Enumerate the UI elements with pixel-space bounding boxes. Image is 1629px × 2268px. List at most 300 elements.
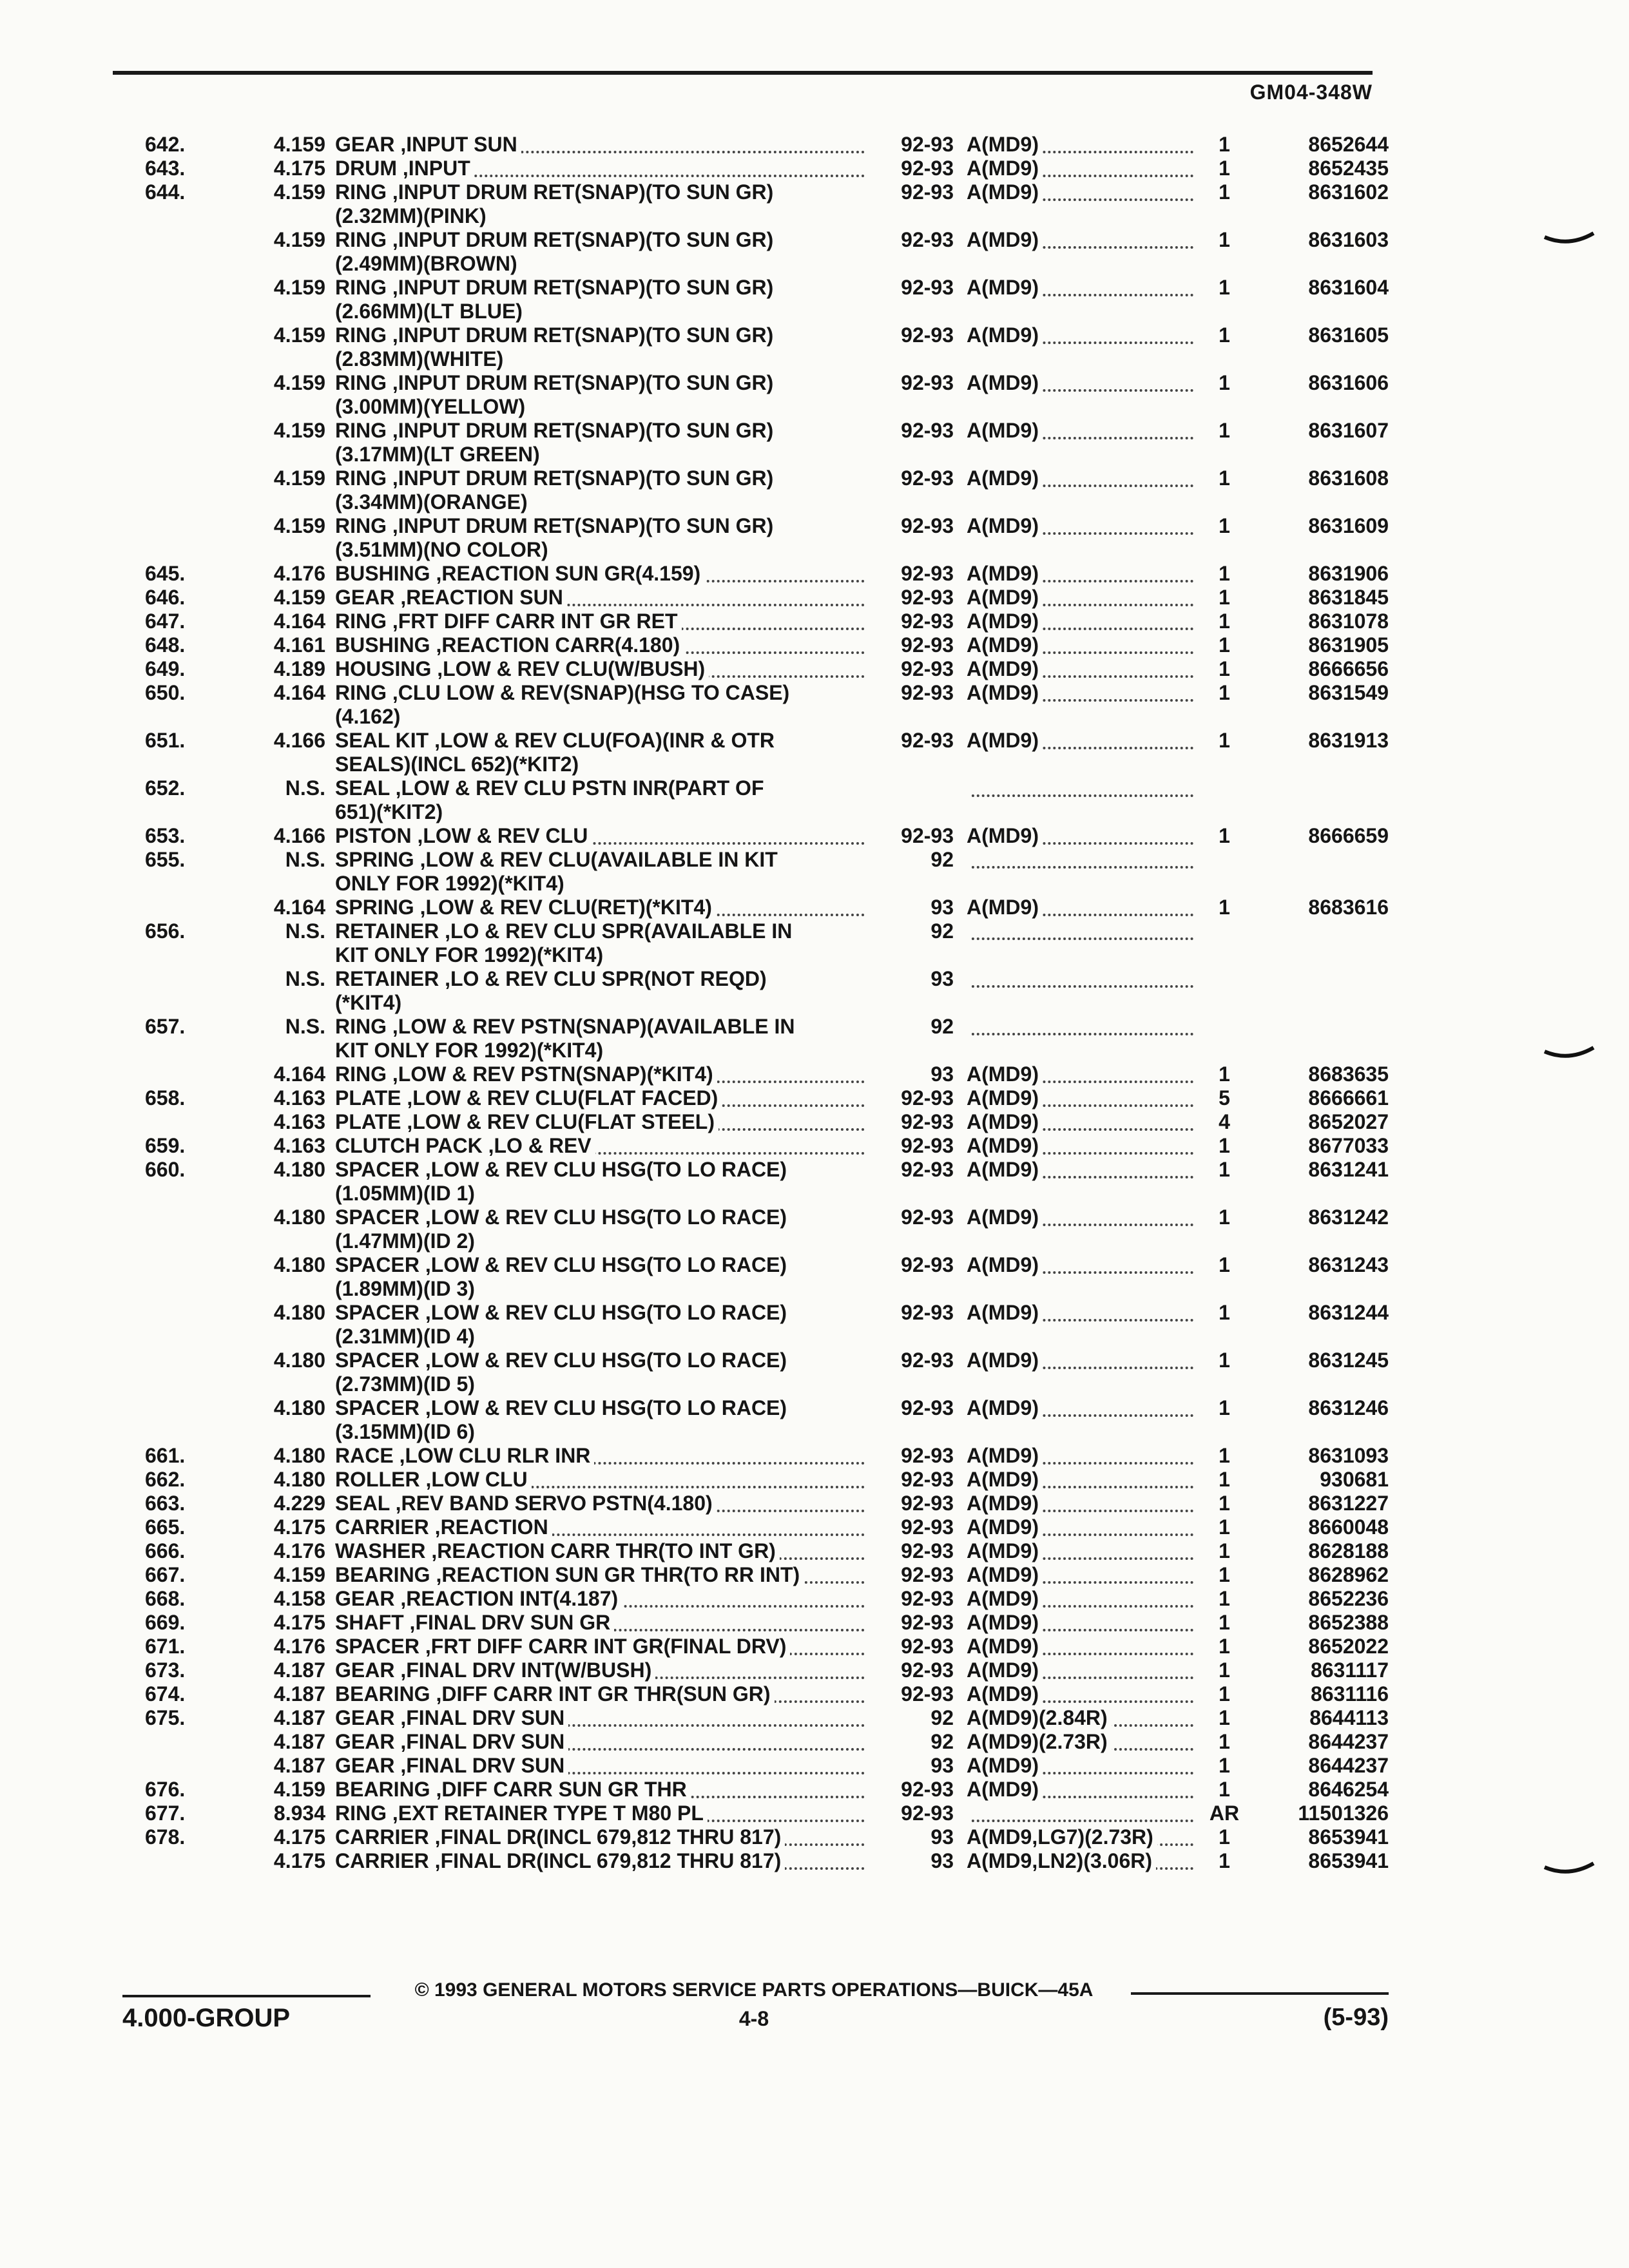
quantity: 1 [1219,133,1230,156]
model-usage-text: A(MD9) [967,1086,1043,1110]
model-usage [967,967,1199,991]
description-text: SPRING ,LOW & REV CLU(RET)(*KIT4) [335,896,716,919]
model-usage [967,1206,1199,1229]
group-number: 4.229 [273,1492,325,1515]
dot-leader [967,1820,1193,1822]
model-usage-text: A(MD9) [967,419,1043,442]
model-usage [967,1396,1199,1420]
description [335,1802,870,1825]
table-row [0,1134,1629,1158]
description [335,1730,870,1754]
quantity: 1 [1219,896,1230,919]
description-continuation: KIT ONLY FOR 1992)(*KIT4) [335,1039,604,1062]
description-text: SEAL ,REV BAND SERVO PSTN(4.180) [335,1492,717,1515]
model-usage-text: A(MD9) [967,633,1043,657]
model-usage [967,1515,1199,1539]
description-text: GEAR ,REACTION SUN [335,586,567,609]
ref-number: 677. [145,1802,186,1825]
model-usage-text: A(MD9) [967,1754,1043,1777]
model-usage-text: A(MD9) [967,1778,1043,1801]
group-number: 4.161 [273,633,325,657]
table-row [0,1611,1629,1635]
model-usage-text [967,1802,970,1825]
part-number: 8666656 [1308,657,1389,680]
quantity: 1 [1219,1396,1230,1419]
model-usage-text: A(MD9) [967,1301,1043,1324]
description [335,1468,870,1492]
part-number: 8631906 [1308,562,1389,585]
model-usage-text: A(MD9) [967,1563,1043,1586]
model-years: 92-93 [901,1110,954,1133]
description-continuation: (2.73MM)(ID 5) [335,1372,475,1396]
description-text: SPACER ,FRT DIFF CARR INT GR(FINAL DRV) [335,1635,790,1658]
ref-number: 652. [145,776,186,800]
ref-number: 645. [145,562,186,585]
ref-number: 666. [145,1539,186,1562]
table-row [0,1563,1629,1587]
quantity: 1 [1219,1253,1230,1276]
model-usage-text: A(MD9) [967,729,1043,752]
quantity: 4 [1219,1110,1230,1133]
footer-rule-right [1131,1992,1389,1995]
model-usage [967,1539,1199,1563]
table-row [0,1515,1629,1539]
description-text: RING ,INPUT DRUM RET(SNAP)(TO SUN GR) [335,371,777,394]
group-number: 4.159 [273,323,325,347]
part-number: 8677033 [1308,1134,1389,1157]
group-number: N.S. [285,848,325,871]
part-number: 8631609 [1308,514,1389,537]
description-text: BUSHING ,REACTION SUN GR(4.159) [335,562,704,585]
model-usage [967,1706,1199,1730]
model-usage-text: A(MD9) [967,824,1043,847]
footer-rule-left [122,1995,371,1997]
description [335,1849,870,1873]
model-usage-text: A(MD9) [967,1062,1043,1086]
model-usage-text: A(MD9) [967,1611,1043,1634]
part-number: 8631602 [1308,180,1389,204]
table-row [0,633,1629,657]
model-years: 92-93 [901,657,954,680]
model-usage [967,824,1199,848]
group-number: 4.180 [273,1468,325,1491]
quantity: 1 [1219,681,1230,704]
quantity: 1 [1219,1206,1230,1229]
ref-number: 661. [145,1444,186,1467]
model-usage-text: A(MD9) [967,1658,1043,1682]
description-text: GEAR ,INPUT SUN [335,133,521,156]
group-number: 4.159 [273,1563,325,1586]
dot-leader [967,1033,1193,1035]
model-usage [967,1754,1199,1778]
quantity: 1 [1219,1444,1230,1467]
model-usage-text [967,967,970,990]
group-number: N.S. [285,967,325,990]
model-usage [967,1134,1199,1158]
model-years: 92-93 [901,1802,954,1825]
model-usage-text: A(MD9) [967,1515,1043,1539]
table-row [0,562,1629,586]
table-row [0,419,1629,466]
group-number: 4.159 [273,419,325,442]
group-number: 4.180 [273,1349,325,1372]
model-usage-text: A(MD9) [967,180,1043,204]
quantity: 1 [1219,586,1230,609]
model-years: 92-93 [901,1611,954,1634]
model-years: 93 [930,967,954,990]
group-number: 4.164 [273,896,325,919]
quantity: 1 [1219,1706,1230,1729]
description-text: PISTON ,LOW & REV CLU [335,824,592,847]
part-number: 8666659 [1308,824,1389,847]
part-number: 8652236 [1308,1587,1389,1610]
model-years: 92 [930,848,954,871]
model-usage [967,776,1199,800]
model-usage [967,514,1199,538]
description-text: PLATE ,LOW & REV CLU(FLAT STEEL) [335,1110,718,1133]
description-continuation: (2.49MM)(BROWN) [335,252,517,275]
model-usage-text: A(MD9,LN2)(3.06R) [967,1849,1156,1872]
model-usage-text: A(MD9)(2.84R) [967,1706,1112,1729]
model-usage-text: A(MD9) [967,610,1043,633]
model-usage-text [967,848,970,871]
description-text: BEARING ,DIFF CARR SUN GR THR [335,1778,691,1801]
model-years: 92-93 [901,1301,954,1324]
description-continuation: (*KIT4) [335,991,402,1014]
table-row [0,1754,1629,1778]
quantity: 1 [1219,1754,1230,1777]
part-number: 8646254 [1308,1778,1389,1801]
part-number: 8653941 [1308,1849,1389,1872]
description-continuation: 651)(*KIT2) [335,800,443,823]
top-rule [113,71,1373,75]
table-row [0,824,1629,848]
dot-leader [967,866,1193,869]
model-usage [967,1301,1199,1325]
description [335,1206,870,1229]
model-years: 92 [930,919,954,943]
group-number: 4.180 [273,1158,325,1181]
footer-copyright: © 1993 GENERAL MOTORS SERVICE PARTS OPERATIONS—BUICK—45A [414,1979,1094,2001]
ref-number: 668. [145,1587,186,1610]
description-text: SPACER ,LOW & REV CLU HSG(TO LO RACE) [335,1301,791,1324]
quantity: 1 [1219,1515,1230,1539]
group-number: 4.187 [273,1754,325,1777]
dot-leader [967,937,1193,940]
quantity: 1 [1219,1730,1230,1753]
group-number: 4.175 [273,1515,325,1539]
part-number: 8631117 [1310,1658,1389,1682]
description-text: SEAL KIT ,LOW & REV CLU(FOA)(INR & OTR [335,729,778,752]
model-years: 92-93 [901,1515,954,1539]
table-row [0,1539,1629,1563]
description-text: RING ,INPUT DRUM RET(SNAP)(TO SUN GR) [335,514,777,537]
model-years: 92-93 [901,633,954,657]
quantity: 1 [1219,157,1230,180]
model-usage-text: A(MD9) [967,1134,1043,1157]
model-usage [967,562,1199,586]
group-number: 4.164 [273,1062,325,1086]
description [335,1253,870,1277]
ref-number: 649. [145,657,186,680]
part-number: 8631913 [1308,729,1389,752]
description [335,610,870,633]
model-usage [967,1611,1199,1635]
description-continuation: (3.34MM)(ORANGE) [335,490,528,514]
model-years: 92-93 [901,1539,954,1562]
part-number: 8631241 [1308,1158,1389,1181]
model-usage-text: A(MD9) [967,562,1043,585]
table-row [0,1492,1629,1515]
model-usage-text: A(MD9) [967,514,1043,537]
part-number: 8628962 [1308,1563,1389,1586]
model-years: 92-93 [901,1253,954,1276]
ref-number: 678. [145,1825,186,1849]
model-usage-text: A(MD9) [967,1682,1043,1706]
footer-date: (5-93) [1323,2004,1389,2031]
table-row [0,1802,1629,1825]
model-usage [967,228,1199,252]
group-number: 4.180 [273,1301,325,1324]
quantity: 1 [1219,466,1230,490]
table-row [0,1730,1629,1754]
document-code: GM04-348W [1249,81,1373,104]
ref-number: 669. [145,1611,186,1634]
quantity: 1 [1219,1849,1230,1872]
description [335,1754,870,1778]
quantity: 1 [1219,228,1230,251]
description [335,228,870,252]
group-number: 4.166 [273,729,325,752]
description [335,371,870,395]
quantity: AR [1209,1802,1240,1825]
part-number: 8644237 [1308,1730,1389,1753]
description [335,1778,870,1802]
description [335,967,870,991]
part-number: 8631078 [1308,610,1389,633]
margin-mark-3 [1543,1861,1595,1880]
part-number: 8631845 [1308,586,1389,609]
model-usage [967,371,1199,395]
description [335,1062,870,1086]
model-years: 92 [930,1706,954,1729]
quantity: 1 [1219,1492,1230,1515]
description-text: CARRIER ,FINAL DR(INCL 679,812 THRU 817) [335,1825,785,1849]
quantity: 1 [1219,1658,1230,1682]
model-usage [967,1349,1199,1372]
description [335,1086,870,1110]
group-number: 4.159 [273,276,325,299]
model-usage-text: A(MD9) [967,133,1043,156]
table-row [0,1658,1629,1682]
quantity: 1 [1219,1563,1230,1586]
table-row [0,1587,1629,1611]
description-text: SPACER ,LOW & REV CLU HSG(TO LO RACE) [335,1158,791,1181]
part-number: 8631905 [1308,633,1389,657]
ref-number: 671. [145,1635,186,1658]
part-number: 8628188 [1308,1539,1389,1562]
model-years: 93 [930,1062,954,1086]
quantity: 1 [1219,1062,1230,1086]
model-usage [967,1086,1199,1110]
model-years: 92-93 [901,562,954,585]
model-usage [967,1444,1199,1468]
model-usage-text: A(MD9) [967,1158,1043,1181]
quantity: 1 [1219,1825,1230,1849]
description-text: SPACER ,LOW & REV CLU HSG(TO LO RACE) [335,1349,791,1372]
group-number: 4.180 [273,1444,325,1467]
model-usage [967,1587,1199,1611]
model-usage [967,1730,1199,1754]
model-usage-text: A(MD9) [967,681,1043,704]
description-continuation: KIT ONLY FOR 1992)(*KIT4) [335,943,604,966]
model-years: 92-93 [901,1682,954,1706]
group-number: 4.189 [273,657,325,680]
description [335,896,870,919]
model-usage [967,133,1199,157]
model-usage-text: A(MD9) [967,1253,1043,1276]
description [335,419,870,443]
part-number: 8652388 [1308,1611,1389,1634]
group-number: N.S. [285,1015,325,1038]
model-years: 92-93 [901,1635,954,1658]
model-usage [967,466,1199,490]
description [335,1611,870,1635]
table-row [0,1682,1629,1706]
model-usage-text: A(MD9) [967,466,1043,490]
ref-number: 657. [145,1015,186,1038]
table-row [0,657,1629,681]
description [335,323,870,347]
model-years: 92-93 [901,610,954,633]
dot-leader [967,985,1193,988]
ref-number: 667. [145,1563,186,1586]
quantity: 1 [1219,1158,1230,1181]
ref-number: 660. [145,1158,186,1181]
part-number: 8644237 [1308,1754,1389,1777]
table-row [0,323,1629,371]
description [335,919,870,943]
part-number: 8631246 [1308,1396,1389,1419]
part-number: 8644113 [1309,1706,1389,1729]
description-continuation: SEALS)(INCL 652)(*KIT2) [335,753,579,776]
description-text: RING ,LOW & REV PSTN(SNAP)(*KIT4) [335,1062,717,1086]
description-text: RING ,INPUT DRUM RET(SNAP)(TO SUN GR) [335,228,777,251]
model-years: 92-93 [901,323,954,347]
table-row [0,1468,1629,1492]
model-usage [967,1110,1199,1134]
model-usage [967,729,1199,753]
ref-number: 650. [145,681,186,704]
description [335,1825,870,1849]
description-text: SPACER ,LOW & REV CLU HSG(TO LO RACE) [335,1396,791,1419]
quantity: 1 [1219,419,1230,442]
description [335,1563,870,1587]
group-number: 4.159 [273,133,325,156]
table-row [0,1015,1629,1062]
description-text: RING ,LOW & REV PSTN(SNAP)(AVAILABLE IN [335,1015,798,1038]
description [335,180,870,204]
quantity: 1 [1219,657,1230,680]
description-text: RACE ,LOW CLU RLR INR [335,1444,594,1467]
description [335,1444,870,1468]
model-years: 92-93 [901,1468,954,1491]
table-row [0,1444,1629,1468]
quantity: 1 [1219,610,1230,633]
model-usage-text: A(MD9) [967,657,1043,680]
quantity: 1 [1219,824,1230,847]
description-text: RING ,FRT DIFF CARR INT GR RET [335,610,682,633]
model-usage [967,1682,1199,1706]
description-text: BUSHING ,REACTION CARR(4.180) [335,633,684,657]
model-usage-text: A(MD9) [967,1444,1043,1467]
quantity: 1 [1219,1301,1230,1324]
group-number: 4.163 [273,1086,325,1110]
description [335,1635,870,1658]
model-usage [967,681,1199,705]
table-row [0,1158,1629,1206]
group-number: 4.175 [273,1825,325,1849]
ref-number: 642. [145,133,186,156]
description-text: SPACER ,LOW & REV CLU HSG(TO LO RACE) [335,1206,791,1229]
table-row [0,133,1629,157]
description [335,681,870,705]
group-number: N.S. [285,919,325,943]
group-number: 4.159 [273,180,325,204]
group-number: 4.187 [273,1730,325,1753]
part-number: 8631606 [1308,371,1389,394]
part-number: 8631603 [1308,228,1389,251]
part-number: 8660048 [1308,1515,1389,1539]
group-number: 4.187 [273,1682,325,1706]
part-number: 8666661 [1308,1086,1389,1110]
model-years: 92-93 [901,1349,954,1372]
ref-number: 674. [145,1682,186,1706]
model-years: 93 [930,1825,954,1849]
part-number: 8683635 [1308,1062,1389,1086]
description-continuation: (3.00MM)(YELLOW) [335,395,526,418]
model-usage [967,1468,1199,1492]
table-row [0,1635,1629,1658]
model-usage-text [967,776,970,800]
group-number: 4.159 [273,586,325,609]
table-row [0,729,1629,776]
quantity: 1 [1219,1468,1230,1491]
ref-number: 658. [145,1086,186,1110]
table-row [0,466,1629,514]
model-years: 92-93 [901,1563,954,1586]
model-usage [967,1802,1199,1825]
description [335,514,870,538]
ref-number: 647. [145,610,186,633]
description-text: SPRING ,LOW & REV CLU(AVAILABLE IN KIT [335,848,782,871]
description [335,1515,870,1539]
part-number: 8652435 [1308,157,1389,180]
margin-mark-1 [1543,231,1595,250]
description-text: RETAINER ,LO & REV CLU SPR(AVAILABLE IN [335,919,796,943]
part-number: 8631604 [1308,276,1389,299]
part-number: 8652022 [1308,1635,1389,1658]
group-number: 4.176 [273,562,325,585]
description-text: CARRIER ,REACTION [335,1515,552,1539]
model-usage-text: A(MD9) [967,157,1043,180]
group-number: 4.159 [273,1778,325,1801]
group-number: 8.934 [273,1802,325,1825]
group-number: 4.159 [273,514,325,537]
ref-number: 644. [145,180,186,204]
model-years: 93 [930,1849,954,1872]
description-continuation: (4.162) [335,705,401,728]
